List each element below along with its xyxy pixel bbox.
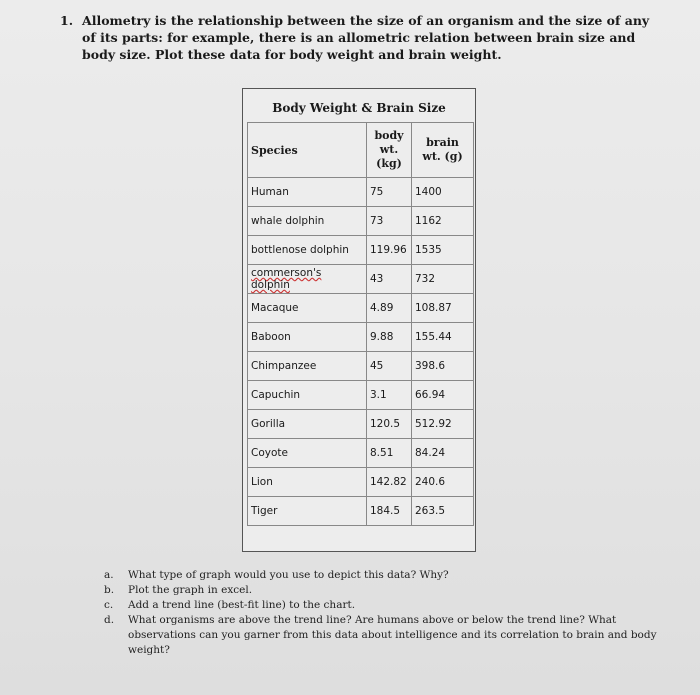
brain-weight-cell: 1162 (412, 207, 474, 236)
subquestion-text: What type of graph would you use to depict this data? Why? (128, 569, 449, 581)
table-header-row (248, 123, 474, 178)
subquestion-b (104, 583, 674, 598)
body-weight-cell: 184.5 (367, 497, 412, 526)
species-cell: whale dolphin (248, 207, 367, 236)
brain-weight-cell: 398.6 (412, 352, 474, 381)
subquestion-label: b. (104, 584, 115, 596)
subquestion-text: Plot the graph in excel. (128, 584, 253, 596)
brain-weight-cell: 512.92 (412, 410, 474, 439)
brain-weight-cell: 1535 (412, 236, 474, 265)
body-header-line3: (kg) (376, 157, 402, 170)
brain-weight-cell: 66.94 (412, 381, 474, 410)
table-row (248, 439, 474, 468)
species-cell: Capuchin (248, 381, 367, 410)
species-cell: Gorilla (248, 410, 367, 439)
brain-weight-cell: 108.87 (412, 294, 474, 323)
subquestion-text: Add a trend line (best-fit line) to the chart. (128, 599, 356, 611)
body-header-line2: wt. (379, 143, 399, 156)
brain-weight-header (412, 123, 474, 178)
body-weight-cell: 43 (367, 265, 412, 294)
subquestion-label: d. (104, 614, 115, 626)
subquestion-label: c. (104, 599, 114, 611)
body-weight-header (367, 123, 412, 178)
subquestion-label: a. (104, 569, 114, 581)
data-table (247, 122, 474, 526)
table-body (248, 178, 474, 526)
body-weight-cell: 9.88 (367, 323, 412, 352)
species-cell: Coyote (248, 439, 367, 468)
species-cell: Chimpanzee (248, 352, 367, 381)
question-text: Allometry is the relationship between the size of an organism and the size of any of its parts: for example, there is an allometric relation between brain size and body size. Plot these data for body weight and brain weight. (82, 13, 650, 62)
body-weight-cell: 3.1 (367, 381, 412, 410)
brain-weight-cell: 84.24 (412, 439, 474, 468)
species-cell: bottlenose dolphin (248, 236, 367, 265)
body-header-line1: body (374, 129, 404, 142)
table-row (248, 178, 474, 207)
brain-weight-cell: 1400 (412, 178, 474, 207)
brain-weight-cell: 240.6 (412, 468, 474, 497)
species-cell: Human (248, 178, 367, 207)
species-cell: Lion (248, 468, 367, 497)
body-weight-cell: 142.82 (367, 468, 412, 497)
brain-header-line2: wt. (g) (422, 150, 463, 163)
table-row (248, 497, 474, 526)
brain-weight-cell: 732 (412, 265, 474, 294)
table-row (248, 265, 474, 294)
body-weight-cell: 119.96 (367, 236, 412, 265)
question-1 (60, 12, 660, 63)
species-cell: Tiger (248, 497, 367, 526)
species-header: Species (248, 123, 367, 178)
body-weight-cell: 75 (367, 178, 412, 207)
table-title: Body Weight & Brain Size (272, 101, 446, 115)
body-weight-cell: 73 (367, 207, 412, 236)
table-row (248, 207, 474, 236)
brain-header-line1: brain (426, 136, 459, 149)
table-row (248, 468, 474, 497)
table-row (248, 352, 474, 381)
data-table-box (242, 88, 476, 552)
species-cell: Baboon (248, 323, 367, 352)
body-weight-cell: 45 (367, 352, 412, 381)
body-weight-cell: 120.5 (367, 410, 412, 439)
table-row (248, 236, 474, 265)
table-row (248, 294, 474, 323)
species-cell: Macaque (248, 294, 367, 323)
question-number: 1. (60, 13, 74, 28)
brain-weight-cell: 155.44 (412, 323, 474, 352)
brain-weight-cell: 263.5 (412, 497, 474, 526)
table-row (248, 381, 474, 410)
subquestions (104, 568, 674, 658)
subquestion-text: What organisms are above the trend line? Are humans above or below the trend line? What observations can you garner from this data about intelligence and its correlation to brain and body weight? (128, 614, 657, 656)
subquestion-a (104, 568, 674, 583)
table-row (248, 323, 474, 352)
table-row (248, 410, 474, 439)
body-weight-cell: 4.89 (367, 294, 412, 323)
species-cell: commerson's dolphin (248, 265, 367, 294)
subquestion-d (104, 613, 674, 658)
body-weight-cell: 8.51 (367, 439, 412, 468)
subquestion-c (104, 598, 674, 613)
